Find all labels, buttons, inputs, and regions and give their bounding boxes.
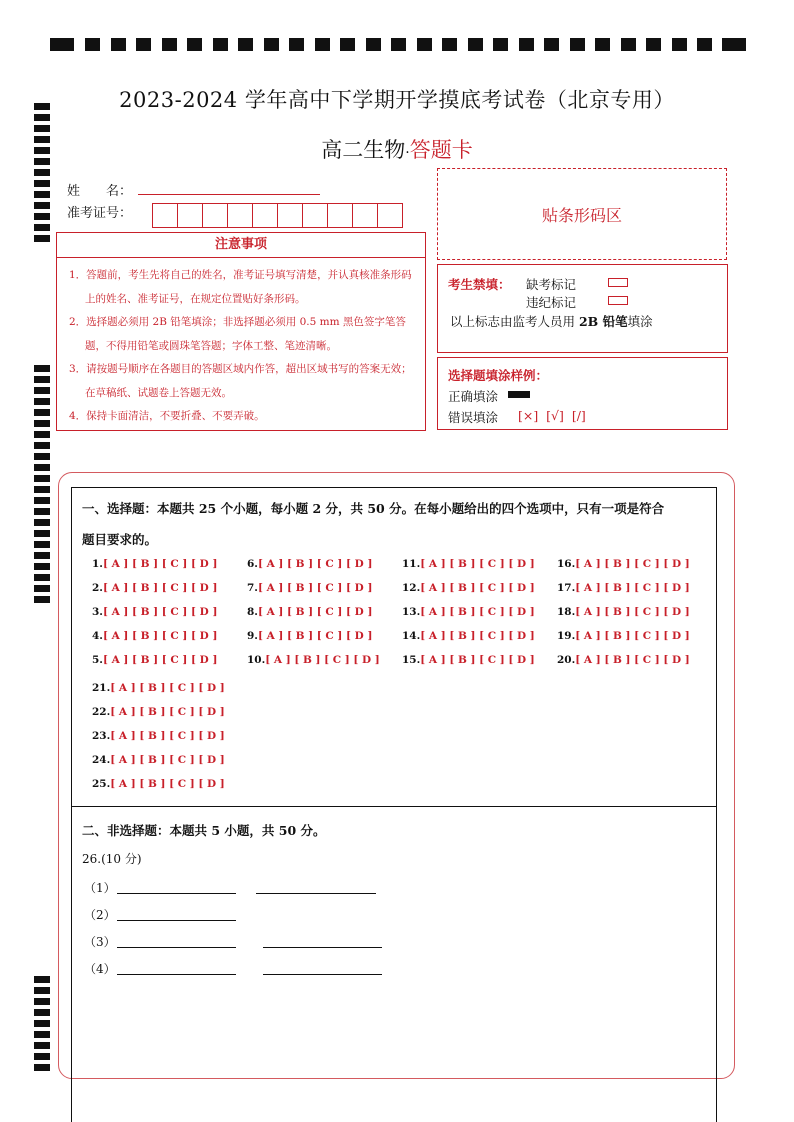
- timing-mark: [34, 574, 50, 581]
- exam-title: 2023-2024 学年高中下学期开学摸底考试卷（北京专用）: [119, 88, 675, 112]
- question-number: 5.: [92, 654, 103, 666]
- question-number: 25.: [92, 778, 111, 790]
- answer-line[interactable]: [117, 974, 236, 975]
- timing-mark: [34, 530, 50, 537]
- section1-title-line1: 一、选择题：本题共 25 个小题，每小题 2 分，共 50 分。在每小题给出的四个选项中，只有一项是符合: [82, 501, 665, 516]
- choice-question[interactable]: [247, 582, 372, 594]
- timing-mark: [34, 475, 50, 482]
- id-label: 准考证号：: [67, 206, 133, 221]
- choice-question[interactable]: [247, 558, 372, 570]
- timing-mark: [34, 224, 50, 231]
- timing-mark: [111, 38, 126, 51]
- question-number: 22.: [92, 706, 111, 718]
- choice-question[interactable]: [92, 730, 225, 742]
- barcode-area: 贴条形码区: [437, 168, 727, 260]
- option-bubbles[interactable]: [ A ] [ B ] [ C ] [ D ]: [110, 730, 225, 742]
- timing-mark: [34, 191, 50, 198]
- timing-mark: [34, 596, 50, 603]
- timing-mark: [289, 38, 304, 51]
- timing-mark: [187, 38, 202, 51]
- timing-mark: [34, 365, 50, 372]
- violation-label: 违纪标记: [526, 295, 577, 310]
- timing-mark: [34, 563, 50, 570]
- timing-mark: [34, 442, 50, 449]
- option-bubbles[interactable]: [ A ] [ B ] [ C ] [ D ]: [257, 582, 373, 594]
- timing-mark: [34, 464, 50, 471]
- question-number: 21.: [92, 682, 111, 694]
- timing-mark: [34, 169, 50, 176]
- subject: 高二生物: [321, 138, 406, 162]
- question-number: 10.: [247, 654, 266, 666]
- timing-mark: [34, 541, 50, 548]
- choice-question[interactable]: [247, 630, 372, 642]
- choice-question[interactable]: [92, 582, 217, 594]
- timing-mark: [34, 998, 50, 1005]
- option-bubbles[interactable]: [ A ] [ B ] [ C ] [ D ]: [257, 630, 373, 642]
- option-bubbles[interactable]: [ A ] [ B ] [ C ] [ D ]: [420, 606, 535, 618]
- card-label: 答题卡: [409, 138, 473, 162]
- option-bubbles[interactable]: [ A ] [ B ] [ C ] [ D ]: [102, 630, 218, 642]
- question-number: 14.: [402, 630, 421, 642]
- choice-question[interactable]: [402, 654, 535, 666]
- question-number: 4.: [92, 630, 103, 642]
- part-label: （4）: [84, 962, 116, 976]
- option-bubbles[interactable]: [ A ] [ B ] [ C ] [ D ]: [575, 606, 690, 618]
- question-number: 8.: [247, 606, 258, 618]
- timing-mark: [366, 38, 381, 51]
- question-number: 23.: [92, 730, 111, 742]
- answer-line[interactable]: [263, 974, 382, 975]
- question-number: 3.: [92, 606, 103, 618]
- option-bubbles[interactable]: [ A ] [ B ] [ C ] [ D ]: [420, 654, 535, 666]
- question-number: 15.: [402, 654, 421, 666]
- question-number: 13.: [402, 606, 421, 618]
- option-bubbles[interactable]: [ A ] [ B ] [ C ] [ D ]: [420, 582, 535, 594]
- notice-box: [56, 232, 426, 431]
- timing-mark: [315, 38, 330, 51]
- notice-item: 4．保持卡面清洁，不要折叠、不要弄破。: [69, 410, 265, 422]
- wrong-marks: [×] [√] [/]: [518, 408, 586, 423]
- question-number: 1.: [92, 558, 103, 570]
- timing-mark: [85, 38, 100, 51]
- timing-mark: [34, 235, 50, 242]
- option-bubbles[interactable]: [ A ] [ B ] [ C ] [ D ]: [257, 558, 373, 570]
- timing-mark: [50, 38, 74, 51]
- option-bubbles[interactable]: [ A ] [ B ] [ C ] [ D ]: [575, 558, 690, 570]
- choice-question[interactable]: [92, 778, 225, 790]
- section2-title: 二、非选择题：本题共 5 小题，共 50 分。: [82, 823, 326, 838]
- part-label: （3）: [84, 935, 116, 949]
- choice-question[interactable]: [557, 654, 690, 666]
- timing-mark: [646, 38, 661, 51]
- timing-mark: [391, 38, 406, 51]
- timing-mark: [34, 376, 50, 383]
- question-number: 20.: [557, 654, 576, 666]
- examiner-only-box: [437, 264, 728, 353]
- section-nonchoice: [71, 806, 717, 1122]
- timing-mark: [34, 387, 50, 394]
- timing-mark: [493, 38, 508, 51]
- question-number: 2.: [92, 582, 103, 594]
- option-bubbles[interactable]: [ A ] [ B ] [ C ] [ D ]: [575, 654, 690, 666]
- timing-mark: [34, 1053, 50, 1060]
- part-label: （1）: [84, 881, 116, 895]
- choice-question[interactable]: [92, 606, 217, 618]
- answer-line[interactable]: [256, 893, 376, 894]
- fill-sample-box: [437, 357, 728, 430]
- timing-mark: [34, 519, 50, 526]
- timing-mark: [34, 398, 50, 405]
- absent-label: 缺考标记: [526, 277, 577, 292]
- timing-mark: [544, 38, 559, 51]
- choice-question[interactable]: [247, 606, 372, 618]
- timing-mark: [672, 38, 687, 51]
- timing-mark: [417, 38, 432, 51]
- timing-mark: [34, 1020, 50, 1027]
- option-bubbles[interactable]: [ A ] [ B ] [ C ] [ D ]: [102, 606, 218, 618]
- choice-question[interactable]: [92, 706, 225, 718]
- timing-mark: [34, 497, 50, 504]
- option-bubbles[interactable]: [ A ] [ B ] [ C ] [ D ]: [102, 582, 218, 594]
- notice-item: 3．请按题号顺序在各题目的答题区域内作答，超出区域书写的答案无效；在草稿纸、试题卷上答题无效。: [69, 363, 412, 399]
- timing-mark: [34, 508, 50, 515]
- timing-mark: [162, 38, 177, 51]
- answer-line[interactable]: [117, 893, 236, 894]
- choice-question[interactable]: [92, 682, 225, 694]
- choice-question[interactable]: [92, 630, 217, 642]
- option-bubbles[interactable]: [ A ] [ B ] [ C ] [ D ]: [420, 630, 535, 642]
- correct-label: 正确填涂: [448, 389, 499, 404]
- timing-mark: [34, 202, 50, 209]
- answer-line[interactable]: [117, 920, 236, 921]
- timing-mark: [468, 38, 483, 51]
- timing-mark: [519, 38, 534, 51]
- timing-mark: [570, 38, 585, 51]
- option-bubbles[interactable]: [ A ] [ B ] [ C ] [ D ]: [110, 754, 225, 766]
- timing-mark: [340, 38, 355, 51]
- timing-mark: [34, 552, 50, 559]
- section-choice: [71, 487, 717, 806]
- choice-question[interactable]: [402, 606, 535, 618]
- timing-mark: [34, 420, 50, 427]
- timing-mark: [34, 431, 50, 438]
- timing-mark: [34, 125, 50, 132]
- name-label: 姓 名：: [67, 184, 133, 199]
- option-bubbles[interactable]: [ A ] [ B ] [ C ] [ D ]: [265, 654, 380, 666]
- timing-mark: [34, 1009, 50, 1016]
- option-bubbles[interactable]: [ A ] [ B ] [ C ] [ D ]: [110, 706, 225, 718]
- answer-line[interactable]: [117, 947, 236, 948]
- question-number: 19.: [557, 630, 576, 642]
- option-bubbles[interactable]: [ A ] [ B ] [ C ] [ D ]: [110, 778, 225, 790]
- question-number: 6.: [247, 558, 258, 570]
- question-number: 7.: [247, 582, 258, 594]
- id-number-boxes[interactable]: [152, 203, 402, 227]
- answer-line[interactable]: [263, 947, 382, 948]
- timing-marks-top: [50, 38, 746, 51]
- choice-question[interactable]: [557, 558, 690, 570]
- question-number: 9.: [247, 630, 258, 642]
- timing-mark: [697, 38, 712, 51]
- timing-mark: [34, 213, 50, 220]
- choice-question[interactable]: [92, 754, 225, 766]
- option-bubbles[interactable]: [ A ] [ B ] [ C ] [ D ]: [110, 682, 225, 694]
- question-number: 11.: [402, 558, 421, 570]
- timing-mark: [34, 585, 50, 592]
- option-bubbles[interactable]: [ A ] [ B ] [ C ] [ D ]: [257, 606, 373, 618]
- question-number: 16.: [557, 558, 576, 570]
- timing-mark: [136, 38, 151, 51]
- choice-question[interactable]: [557, 582, 690, 594]
- option-bubbles[interactable]: [ A ] [ B ] [ C ] [ D ]: [102, 558, 218, 570]
- violation-mark[interactable]: [608, 296, 628, 305]
- timing-mark: [34, 180, 50, 187]
- wrong-label: 错误填涂: [448, 410, 499, 425]
- sample-title: 选择题填涂样例：: [448, 368, 549, 383]
- notice-heading: 注意事项: [57, 233, 425, 258]
- timing-mark: [34, 1064, 50, 1071]
- timing-mark: [621, 38, 636, 51]
- notice-item: 1．答题前，考生先将自己的姓名，准考证号填写清楚，并认真核准条形码上的姓名、准考证号，在规定位置贴好条形码。: [69, 269, 412, 305]
- question-number: 24.: [92, 754, 111, 766]
- notice-item: 2．选择题必须用 2B 铅笔填涂；非选择题必须用 0.5 mm 黑色签字笔答题，不得用铅笔或圆珠笔答题；字体工整、笔迹清晰。: [69, 316, 406, 352]
- timing-mark: [34, 453, 50, 460]
- choice-question[interactable]: [92, 654, 217, 666]
- option-bubbles[interactable]: [ A ] [ B ] [ C ] [ D ]: [102, 654, 218, 666]
- question-number: 12.: [402, 582, 421, 594]
- option-bubbles[interactable]: [ A ] [ B ] [ C ] [ D ]: [575, 582, 690, 594]
- timing-mark: [34, 1042, 50, 1049]
- forbid-title: 考生禁填：: [448, 277, 511, 292]
- timing-mark: [264, 38, 279, 51]
- option-bubbles[interactable]: [ A ] [ B ] [ C ] [ D ]: [575, 630, 690, 642]
- q26-label: 26.(10 分): [82, 852, 142, 866]
- timing-mark: [34, 486, 50, 493]
- part-label: （2）: [84, 908, 116, 922]
- choice-question[interactable]: [247, 654, 380, 666]
- name-field[interactable]: [138, 194, 320, 195]
- card-subtitle: [0, 134, 794, 164]
- option-bubbles[interactable]: [ A ] [ B ] [ C ] [ D ]: [420, 558, 535, 570]
- timing-mark: [34, 114, 50, 121]
- timing-mark: [34, 976, 50, 983]
- question-number: 18.: [557, 606, 576, 618]
- section1-title-line2: 题目要求的。: [82, 532, 158, 547]
- timing-mark: [34, 987, 50, 994]
- timing-mark: [213, 38, 228, 51]
- correct-fill-sample: [508, 391, 530, 398]
- timing-mark: [34, 409, 50, 416]
- choice-question[interactable]: [402, 630, 535, 642]
- timing-mark: [442, 38, 457, 51]
- timing-mark: [722, 38, 746, 51]
- subtitle-sep: ·: [405, 145, 410, 161]
- choice-question[interactable]: [557, 630, 690, 642]
- choice-question[interactable]: [92, 558, 217, 570]
- timing-mark: [595, 38, 610, 51]
- timing-mark: [238, 38, 253, 51]
- question-number: 17.: [557, 582, 576, 594]
- timing-mark: [34, 1031, 50, 1038]
- forbid-note: 以上标志由监考人员用 2B 铅笔填涂: [450, 314, 653, 329]
- choice-question[interactable]: [402, 582, 535, 594]
- choice-question[interactable]: [402, 558, 535, 570]
- choice-question[interactable]: [557, 606, 690, 618]
- absent-mark[interactable]: [608, 278, 628, 287]
